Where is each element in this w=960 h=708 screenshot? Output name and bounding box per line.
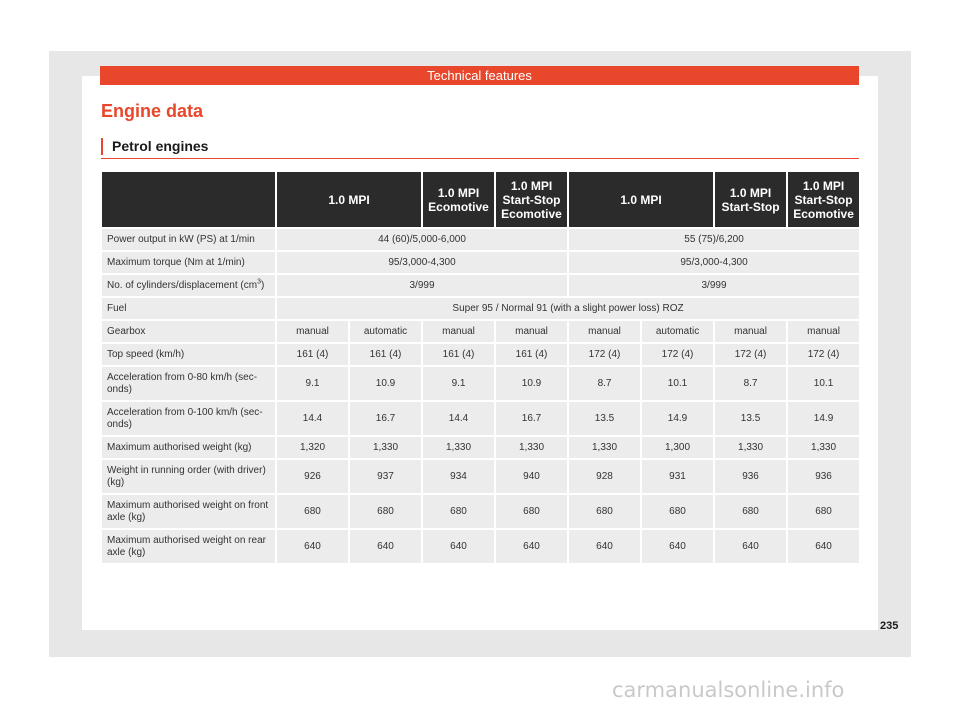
table-cell: 680 — [423, 495, 494, 528]
row-label-text: No. of cylinders/displacement (cm — [107, 279, 258, 291]
table-cell: 3/999 — [277, 275, 567, 296]
row-label-suffix: ) — [260, 279, 265, 291]
table-cell: 680 — [642, 495, 713, 528]
column-header: 1.0 MPI Start-Stop Ecomotive — [788, 172, 859, 227]
table-header-row — [102, 172, 859, 227]
superscript: 3 — [257, 278, 261, 286]
table-cell: 10.9 — [350, 367, 421, 400]
subsection-divider — [101, 158, 859, 159]
table-cell: 1,330 — [496, 437, 567, 458]
table-cell: 16.7 — [496, 402, 567, 435]
row-label: Maximum torque (Nm at 1/min) — [102, 252, 275, 273]
table-row — [102, 437, 859, 458]
table-cell: 55 (75)/6,200 — [569, 229, 859, 250]
table-cell: 640 — [277, 530, 348, 563]
table-row — [102, 229, 859, 250]
table-row — [102, 402, 859, 435]
table-cell: Super 95 / Normal 91 (with a slight power loss) ROZ — [277, 298, 859, 319]
row-label: Gearbox — [102, 321, 275, 342]
table-row — [102, 530, 859, 563]
column-header: 1.0 MPI Start-Stop — [715, 172, 786, 227]
table-cell: 172 (4) — [788, 344, 859, 365]
table-cell: 172 (4) — [642, 344, 713, 365]
table-cell: 44 (60)/5,000-6,000 — [277, 229, 567, 250]
row-label: Acceleration from 0-80 km/h (sec- onds) — [102, 367, 275, 400]
table-cell: automatic — [350, 321, 421, 342]
table-cell: 640 — [350, 530, 421, 563]
table-cell: 8.7 — [569, 367, 640, 400]
column-header: 1.0 MPI — [569, 172, 713, 227]
table-cell: 640 — [423, 530, 494, 563]
row-label: Maximum authorised weight on rear axle (kg) — [102, 530, 275, 563]
table-cell: 161 (4) — [350, 344, 421, 365]
table-cell: 172 (4) — [715, 344, 786, 365]
table-cell: 9.1 — [277, 367, 348, 400]
table-cell: manual — [423, 321, 494, 342]
table-cell: 640 — [642, 530, 713, 563]
table-cell: 1,300 — [642, 437, 713, 458]
row-label: Top speed (km/h) — [102, 344, 275, 365]
table-cell: automatic — [642, 321, 713, 342]
table-cell: 95/3,000-4,300 — [277, 252, 567, 273]
table-cell: 161 (4) — [496, 344, 567, 365]
section-title: Engine data — [101, 101, 204, 121]
table-cell: 1,330 — [788, 437, 859, 458]
table-cell: 9.1 — [423, 367, 494, 400]
table-cell: 14.4 — [277, 402, 348, 435]
table-row — [102, 344, 859, 365]
table-cell: 14.4 — [423, 402, 494, 435]
table-cell: 680 — [277, 495, 348, 528]
table-cell: 928 — [569, 460, 640, 493]
table-cell: 10.9 — [496, 367, 567, 400]
table-row — [102, 460, 859, 493]
table-cell: 13.5 — [715, 402, 786, 435]
table-cell: 8.7 — [715, 367, 786, 400]
table-cell: 680 — [350, 495, 421, 528]
table-cell: 640 — [496, 530, 567, 563]
table-cell: 680 — [715, 495, 786, 528]
table-row — [102, 275, 859, 296]
table-cell: 10.1 — [788, 367, 859, 400]
table-cell: 926 — [277, 460, 348, 493]
table-cell: manual — [715, 321, 786, 342]
table-cell: manual — [277, 321, 348, 342]
table-cell: 931 — [642, 460, 713, 493]
table-cell: manual — [788, 321, 859, 342]
table-cell: manual — [496, 321, 567, 342]
row-label: Weight in running order (with driver) (kg) — [102, 460, 275, 493]
table-cell: 1,320 — [277, 437, 348, 458]
table-cell: 16.7 — [350, 402, 421, 435]
table-row — [102, 252, 859, 273]
table-row — [102, 367, 859, 400]
watermark: carmanualsonline.info — [612, 678, 845, 702]
table-cell: 13.5 — [569, 402, 640, 435]
table-cell: 640 — [569, 530, 640, 563]
chapter-header: Technical features — [100, 66, 859, 85]
column-header: 1.0 MPI Start-Stop Ecomotive — [496, 172, 567, 227]
table-cell: 936 — [715, 460, 786, 493]
row-label: Maximum authorised weight on front axle (kg) — [102, 495, 275, 528]
table-cell: 14.9 — [642, 402, 713, 435]
table-cell: 1,330 — [569, 437, 640, 458]
column-header: 1.0 MPI Ecomotive — [423, 172, 494, 227]
table-cell: manual — [569, 321, 640, 342]
table-cell: 640 — [788, 530, 859, 563]
page-number: 235 — [880, 620, 899, 632]
table-cell: 14.9 — [788, 402, 859, 435]
row-label: Acceleration from 0-100 km/h (sec- onds) — [102, 402, 275, 435]
row-label — [102, 275, 275, 296]
table-cell: 937 — [350, 460, 421, 493]
table-cell: 1,330 — [423, 437, 494, 458]
table-cell: 1,330 — [715, 437, 786, 458]
table-cell: 680 — [788, 495, 859, 528]
table-cell: 936 — [788, 460, 859, 493]
column-header: 1.0 MPI — [277, 172, 421, 227]
header-empty-cell — [102, 172, 275, 227]
table-cell: 934 — [423, 460, 494, 493]
table-cell: 3/999 — [569, 275, 859, 296]
table-row — [102, 298, 859, 319]
table-cell: 95/3,000-4,300 — [569, 252, 859, 273]
engine-data-table — [100, 170, 861, 565]
table-cell: 161 (4) — [277, 344, 348, 365]
row-label: Fuel — [102, 298, 275, 319]
row-label: Maximum authorised weight (kg) — [102, 437, 275, 458]
table-cell: 680 — [569, 495, 640, 528]
table-cell: 1,330 — [350, 437, 421, 458]
table-row — [102, 495, 859, 528]
table-cell: 680 — [496, 495, 567, 528]
table-cell: 940 — [496, 460, 567, 493]
subsection-title: Petrol engines — [101, 138, 208, 155]
table-cell: 640 — [715, 530, 786, 563]
table-cell: 161 (4) — [423, 344, 494, 365]
table-row — [102, 321, 859, 342]
row-label: Power output in kW (PS) at 1/min — [102, 229, 275, 250]
table-cell: 10.1 — [642, 367, 713, 400]
table-cell: 172 (4) — [569, 344, 640, 365]
